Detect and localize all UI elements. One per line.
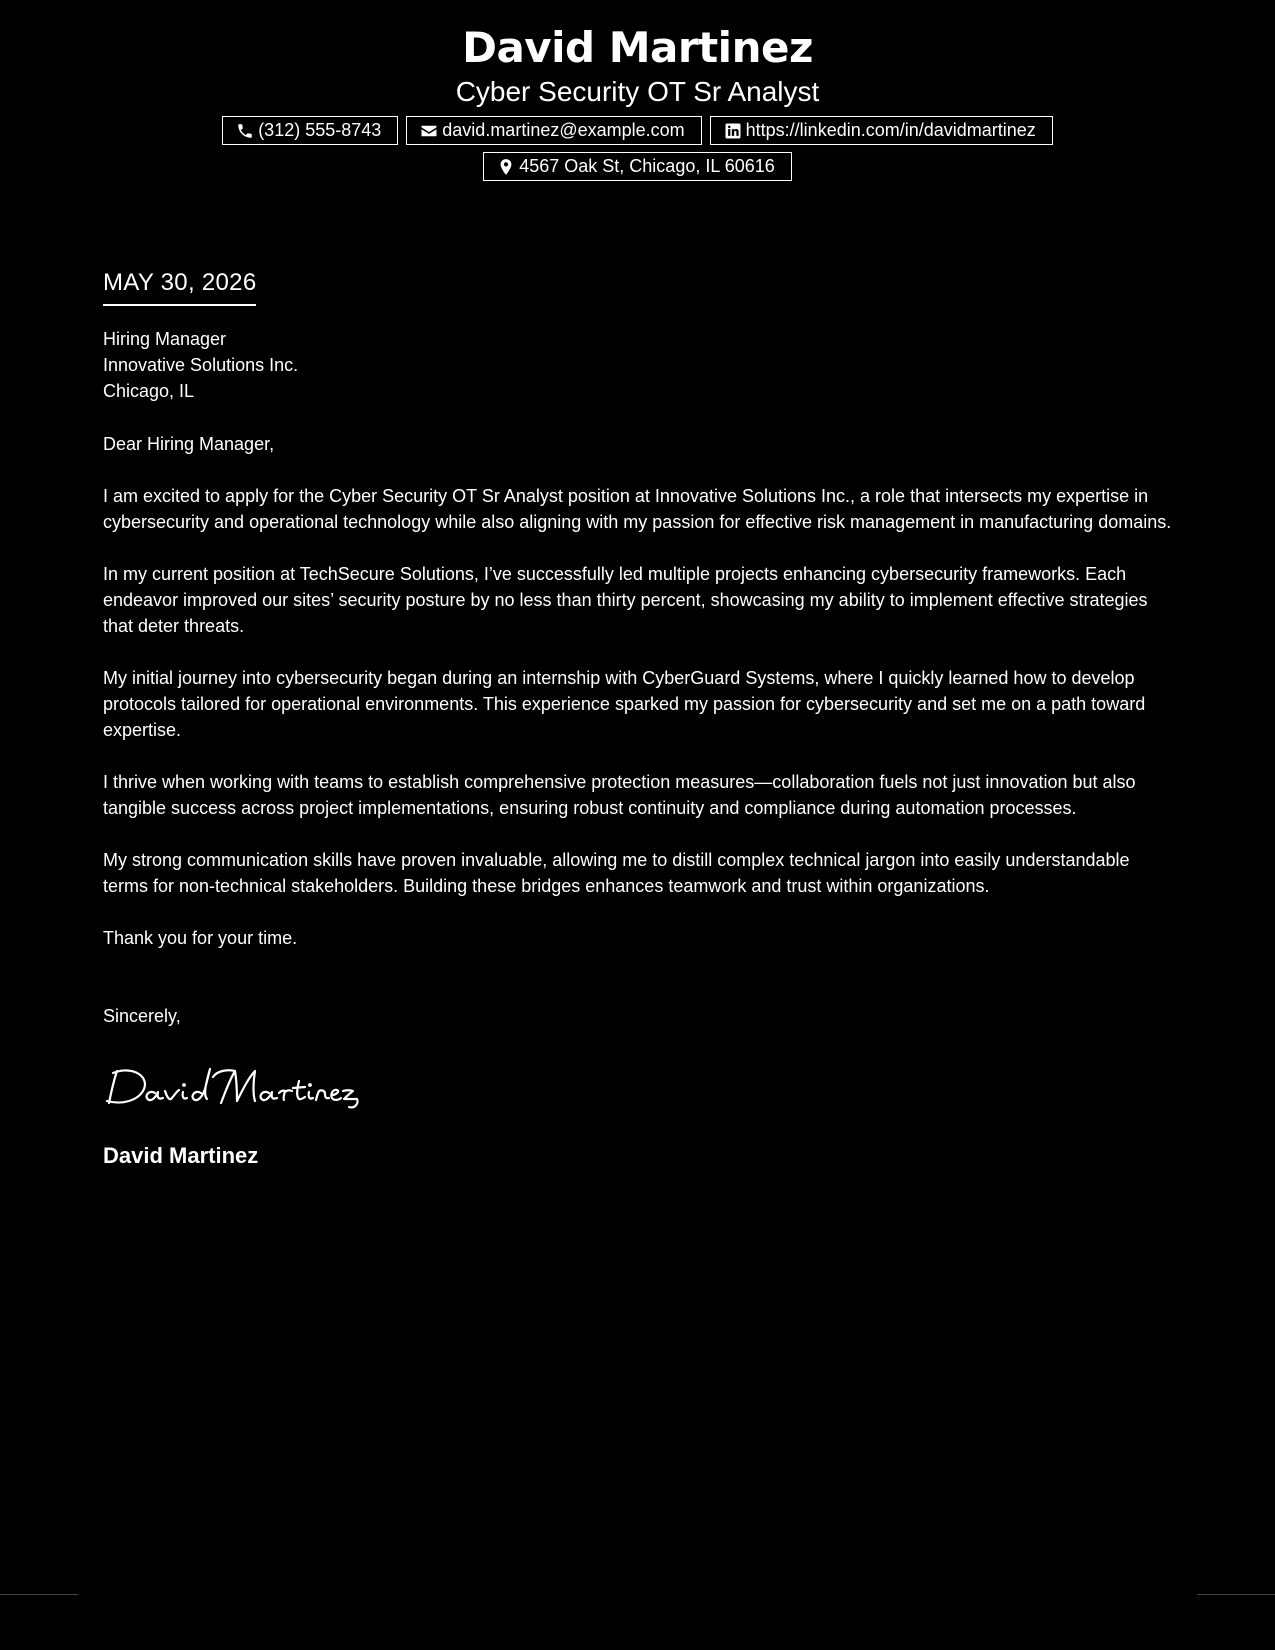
address-text: 4567 Oak St, Chicago, IL 60616: [519, 156, 775, 176]
contact-row-primary: [0, 116, 1275, 145]
body-paragraph: I thrive when working with teams to establish comprehensive protection measures—collaboration fuels not just innovation but also tangible success across project implementations, ensuring robust continuity and compliance during automation processes.: [103, 772, 1136, 818]
recipient-line: Hiring Manager: [103, 329, 227, 349]
closing-line: Sincerely,: [103, 1006, 181, 1026]
footer-divider-left: [0, 1594, 78, 1595]
linkedin-icon: [724, 122, 742, 140]
salutation: Dear Hiring Manager,: [103, 434, 275, 454]
thanks-line: Thank you for your time.: [103, 928, 298, 948]
phone-text: (312) 555-8743: [258, 120, 382, 140]
applicant-title: Cyber Security OT Sr Analyst: [455, 76, 820, 107]
email-contact[interactable]: [406, 116, 701, 145]
recipient-line: Chicago, IL: [103, 381, 195, 401]
phone-icon: [236, 122, 254, 140]
applicant-name: David Martinez: [462, 23, 813, 72]
phone-contact[interactable]: [222, 116, 398, 145]
email-text: david.martinez@example.com: [442, 120, 685, 140]
body-paragraph: In my current position at TechSecure Solutions, I’ve successfully led multiple projects enhancing cybersecurity frameworks. Each endeavor improved our sites’ security posture by no less than thirty percent, showcasing my ability to implement effective strategies that deter threats.: [103, 564, 1148, 636]
recipient-line: Innovative Solutions Inc.: [103, 355, 299, 375]
letter-header: [0, 20, 1275, 181]
linkedin-contact[interactable]: [710, 116, 1053, 145]
envelope-icon: [420, 122, 438, 140]
body-paragraph: My strong communication skills have proven invaluable, allowing me to distill complex technical jargon into easily understandable terms for non-technical stakeholders. Building these bridges enhances teamwork and trust within organizations.: [103, 850, 1130, 896]
address-contact[interactable]: [483, 152, 792, 181]
signed-name: David Martinez: [103, 1143, 259, 1168]
linkedin-text: https://linkedin.com/in/davidmartinez: [745, 120, 1036, 140]
contact-row-secondary: [0, 152, 1275, 181]
handwritten-signature: [103, 1063, 1173, 1113]
recipient-block: [103, 326, 1173, 404]
letter-body: [103, 266, 1173, 1171]
map-marker-icon: [497, 158, 515, 176]
letter-date: MAY 30, 2026: [103, 266, 256, 306]
body-paragraph: My initial journey into cybersecurity began during an internship with CyberGuard Systems, where I quickly learned how to develop protocols tailored for operational environments. This experience sparked my passion for cybersecurity and set me on a path toward expertise.: [103, 668, 1146, 740]
footer-divider-right: [1197, 1594, 1275, 1595]
body-paragraph: I am excited to apply for the Cyber Security OT Sr Analyst position at Innovative Solutions Inc., a role that intersects my expertise in cybersecurity and operational technology while also aligning with my passion for effective risk management in manufacturing domains.: [103, 486, 1172, 532]
